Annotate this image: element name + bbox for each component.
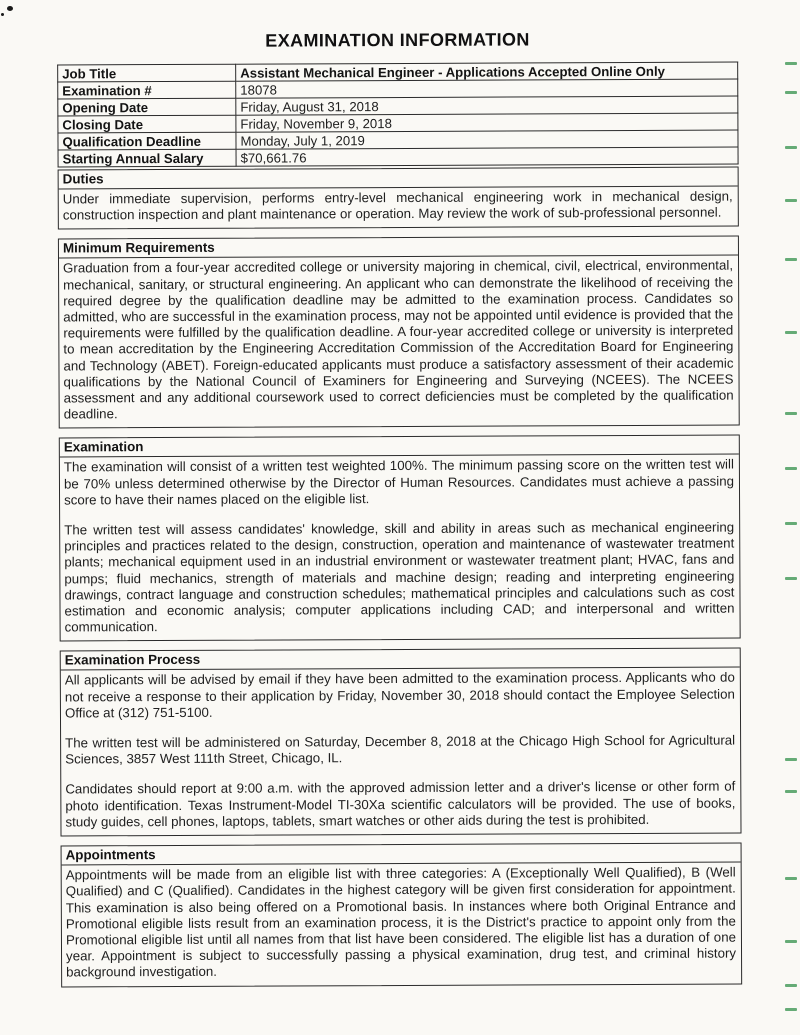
exam-info-table — [57, 62, 738, 168]
scan-artifact-mark — [785, 199, 797, 202]
row-value: Friday, November 9, 2018 — [236, 113, 738, 132]
examination-paragraph-1: The examination will consist of a written test weighted 100%. The minimum passing score on the written test will be 70% unless determined otherwise by the Director of Human Resources. Candidates must achieve a passing score to have their names placed on the eligible list. — [63, 456, 735, 508]
examination-process-paragraph-3: Candidates should report at 9:00 a.m. with the approved admission letter and a driver's license or other form of photo identification. Texas Instrument-Model TI-30Xa scientific calculators will be provided. The use of books, study guides, cell phones, laptops, tablets, smart watches or other aids during the test is prohibited. — [65, 779, 736, 830]
section-body — [61, 668, 741, 836]
examination-process-paragraph-1: All applicants will be advised by email if they have been admitted to the examination process. Applicants who do not receive a response to their application by Friday, November 30, 2018 should contact the Employee Selection Office at (312) 751-5100. — [64, 670, 735, 721]
scan-artifact-mark — [785, 758, 797, 761]
row-label: Closing Date — [58, 115, 236, 133]
section-appointments — [61, 843, 743, 987]
page-title: EXAMINATION INFORMATION — [265, 29, 530, 51]
appointments-paragraph: Appointments will be made from an eligible list with three categories: A (Exceptionally Well Qualified), B (Well Qualified) and C (Qualified). Candidates in the highest category will be given first consideration for appointment. This examination is also being offered on a Promotional basis. In instances where both Original Entrance and Promotional eligible lists result from an examination process, it is the District's practice to appoint only from the Promotional eligible list until all names from that list have been considered. The eligible list has a duration of one year. Appointment is subject to successfully passing a physical examination, drug test, and criminal history background investigation. — [65, 864, 737, 980]
section-examination-process — [60, 648, 742, 837]
scan-artifact-mark — [785, 467, 797, 470]
section-examination — [59, 435, 741, 642]
section-heading: Duties — [59, 168, 738, 190]
row-label: Job Title — [58, 64, 236, 82]
row-value: 18078 — [236, 79, 738, 98]
scan-artifact-mark — [785, 146, 797, 149]
section-body — [59, 256, 739, 428]
scan-artifact-mark — [785, 91, 797, 94]
scan-artifact-mark — [785, 412, 797, 415]
scan-artifact-mark — [785, 522, 797, 525]
section-heading: Appointments — [62, 844, 741, 866]
row-value: Friday, August 31, 2018 — [236, 96, 738, 115]
section-body — [60, 455, 740, 641]
row-label: Examination # — [58, 81, 236, 99]
scan-artifact-mark — [785, 331, 797, 334]
row-value: $70,661.76 — [236, 147, 738, 166]
examination-process-paragraph-2: The written test will be administered on Saturday, December 8, 2018 at the Chicago High School for Agricultural Sciences, 3857 West 111th Street, Chicago, IL. — [65, 732, 736, 767]
scan-artifact-mark — [785, 1008, 797, 1011]
scan-artifact-mark — [785, 790, 797, 793]
section-minimum-requirements — [58, 236, 740, 429]
row-value: Assistant Mechanical Engineer - Applications Accepted Online Only — [236, 62, 738, 81]
scan-artifact-mark — [785, 940, 797, 943]
section-body — [62, 863, 742, 986]
scan-artifact-mark — [785, 877, 797, 880]
document-content — [57, 29, 742, 987]
section-heading: Minimum Requirements — [59, 237, 738, 259]
section-heading: Examination — [60, 436, 739, 458]
table-row-starting-annual-salary — [58, 147, 738, 167]
section-heading: Examination Process — [61, 649, 740, 671]
duties-paragraph: Under immediate supervision, performs entry-level mechanical engineering work in mechanical design, construction inspection and plant maintenance or operation. May review the work of sub-professional personnel. — [62, 188, 733, 223]
scan-artifact-mark — [785, 577, 797, 580]
scan-artifact-mark — [785, 258, 797, 261]
row-value: Monday, July 1, 2019 — [236, 130, 738, 149]
row-label: Qualification Deadline — [58, 132, 236, 150]
examination-paragraph-2: The written test will assess candidates' knowledge, skill and ability in areas such as mechanical engineering principles and practices related to the design, construction, operation and maintenance of wastewater treatment plants; mechanical equipment used in an industrial environment or wastewater treatment plant; HVAC, fans and pumps; fluid mechanics, strength of materials and machine design; reading and interpreting engineering drawings, contract language and construction schedules; mathematical principles and calculations such as cost estimation and economic analysis; computer applications including CAD; and interpersonal and written communication. — [64, 519, 735, 635]
section-duties — [58, 167, 739, 230]
section-body — [59, 187, 738, 229]
scan-artifact-mark — [785, 984, 797, 987]
row-label: Opening Date — [58, 98, 236, 116]
scan-speck — [7, 6, 13, 11]
minimum-requirements-paragraph: Graduation from a four-year accredited college or university majoring in chemical, civil, electrical, environmental, mechanical, sanitary, or structural engineering. An applicant who can demonstrate the likelihood of receiving the required degree by the qualification deadline may be admitted to the examination process. Candidates so admitted, who are successful in the examination process, may not be appointed until evidence is provided that the requirements were fulfilled by the qualification deadline. A four-year accredited college or university is interpreted to mean accreditation by the Engineering Accreditation Commission of the Accreditation Board for Engineering and Technology (ABET). Foreign-educated applicants must produce a satisfactory assessment of their academic qualifications by the National Council of Examiners for Engineering and Surveying (NCEES). The NCEES assessment and any additional coursework used to correct deficiencies must be completed by the qualification deadline. — [63, 257, 734, 422]
scan-speck — [1, 13, 4, 16]
scan-artifact-mark — [785, 62, 797, 65]
row-label: Starting Annual Salary — [58, 149, 236, 167]
